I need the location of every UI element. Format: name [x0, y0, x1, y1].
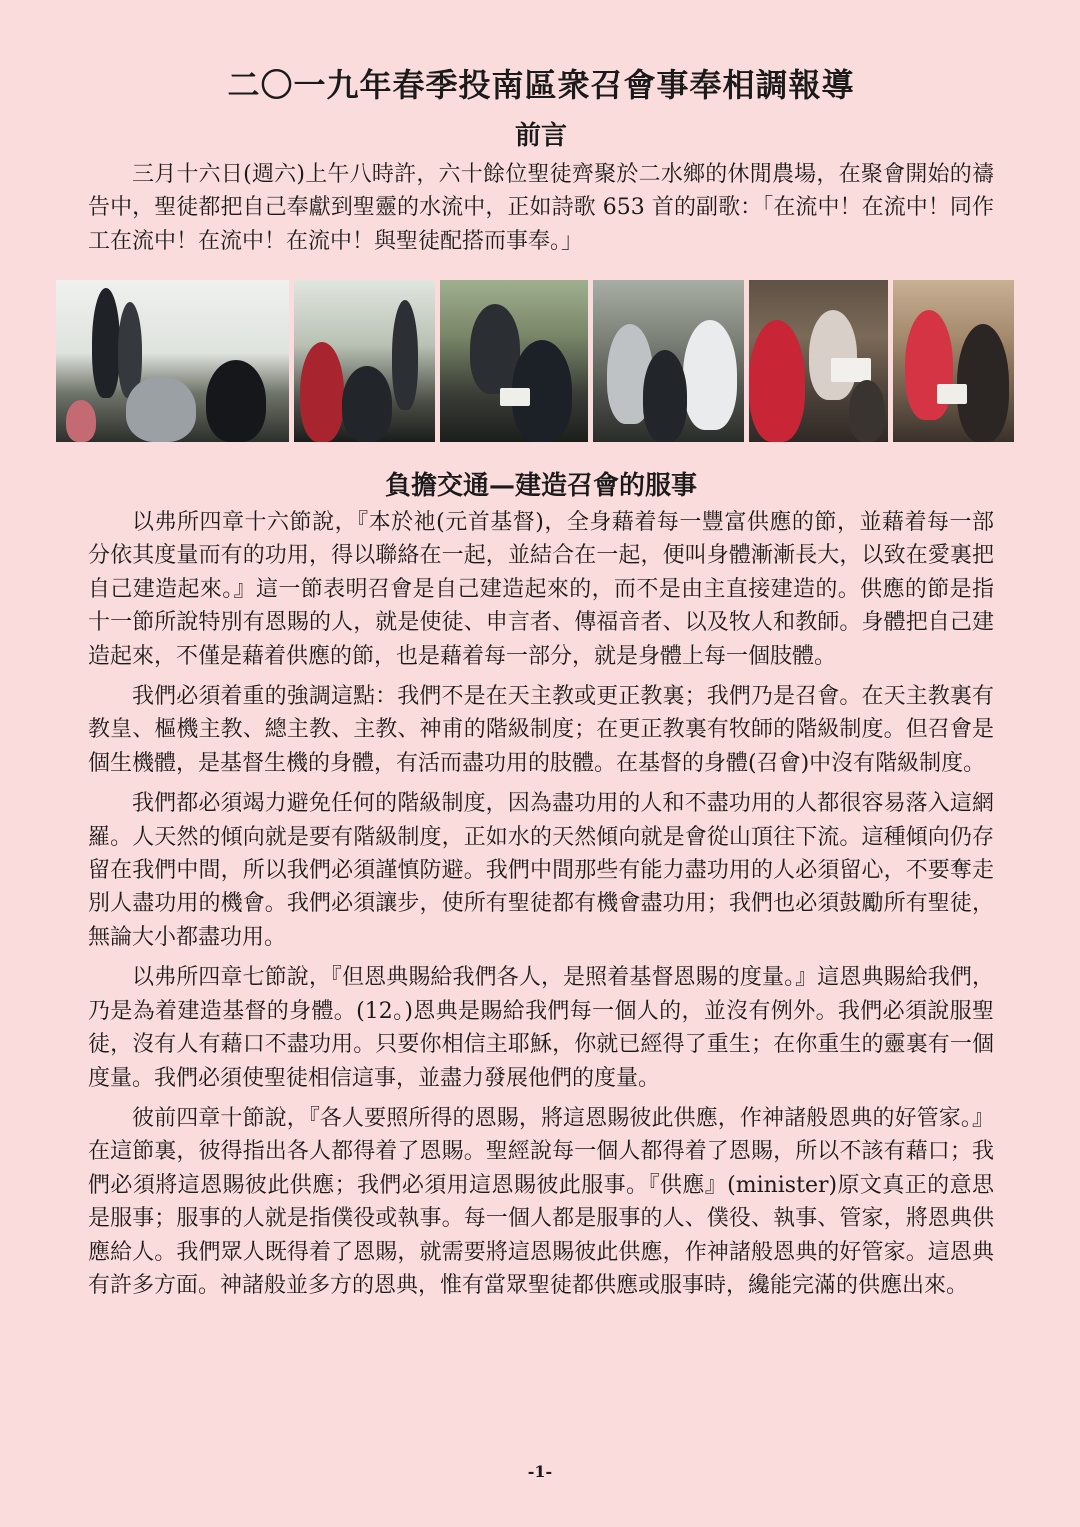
photo-sisters-sharing	[893, 280, 1014, 442]
page-number: -1-	[527, 1462, 553, 1481]
intro-heading: 前言	[514, 121, 567, 151]
ministry-section	[88, 458, 994, 1302]
photo-seated-group	[593, 280, 744, 442]
photo-speaker-standing	[294, 280, 435, 442]
ministry-paragraph: 以弗所四章十六節說，『本於祂(元首基督)，全身藉着每一豐富供應的節，並藉着每一部分依其度量而有的功用，得以聯絡在一起，並結合在一起，便叫身體漸漸長大，以致在愛裏把自己建造起來。』這一節表明召會是自己建造起來的，而不是由主直接建造的。供應的節是指十一節所說特別有恩賜的人，就是使徒、申言者、傳福音者、以及牧人和教師。身體把自己建造起來，不僅是藉着供應的節，也是藉着每一部分，就是身體上每一個肢體。	[88, 510, 994, 669]
photo-saints-fellowship	[749, 280, 888, 442]
photo-strip	[56, 280, 1024, 442]
ministry-paragraph: 以弗所四章七節說，『但恩典賜給我們各人，是照着基督恩賜的度量。』這恩典賜給我們，乃是為着建造基督的身體。(12。)恩典是賜給我們每一個人的，並沒有例外。我們必須說服聖徒，沒有人有藉口不盡功用。只要你相信主耶穌，你就已經得了重生；在你重生的靈裏有一個度量。我們必須使聖徒相信這事，並盡力發展他們的度量。	[88, 965, 994, 1091]
ministry-heading: 負擔交通—建造召會的服事	[384, 471, 697, 501]
document-title: 二〇一九年春季投南區衆召會事奉相調報導	[227, 66, 855, 104]
ministry-paragraph: 彼前四章十節說，『各人要照所得的恩賜，將這恩賜彼此供應，作神諸般恩典的好管家。』在這節裏，彼得指出各人都得着了恩賜。聖經說每一個人都得着了恩賜，所以不該有藉口；我們必須將這恩賜彼此供應；我們必須用這恩賜彼此服事。『供應』(minister)原文真正的意思是服事；服事的人就是指僕役或執事。每一個人都是服事的人、僕役、執事、管家，將恩典供應給人。我們眾人既得着了恩賜，就需要將這恩賜彼此供應，作神諸般恩典的好管家。這恩典有許多方面。神諸般並多方的恩典，惟有當眾聖徒都供應或服事時，纔能完滿的供應出來。	[88, 1105, 994, 1298]
intro-section	[88, 62, 994, 258]
photo-saints-reading	[440, 280, 588, 442]
ministry-paragraph: 我們必須着重的強調這點：我們不是在天主教或更正教裏；我們乃是召會。在天主教裏有教皇、樞機主教、總主教、主教、神甫的階級制度；在更正教裏有牧師的階級制度。但召會是個生機體，是基督生機的身體，有活而盡功用的肢體。在基督的身體(召會)中沒有階級制度。	[88, 684, 994, 776]
photo-meeting-speaker	[56, 280, 289, 442]
ministry-paragraph: 我們都必須竭力避免任何的階級制度，因為盡功用的人和不盡功用的人都很容易落入這網羅。人天然的傾向就是要有階級制度，正如水的天然傾向就是會從山頂往下流。這種傾向仍存留在我們中間，所以我們必須謹慎防避。我們中間那些有能力盡功用的人必須留心，不要奪走別人盡功用的機會。我們必須讓步，使所有聖徒都有機會盡功用；我們也必須鼓勵所有聖徒，無論大小都盡功用。	[88, 791, 994, 950]
intro-paragraph: 三月十六日(週六)上午八時許，六十餘位聖徒齊聚於二水鄉的休閒農場，在聚會開始的禱告中，聖徒都把自己奉獻到聖靈的水流中，正如詩歌 653 首的副歌：「在流中！在流中！同作工在流中！在流中！在流中！與聖徒配搭而事奉。」	[88, 162, 994, 254]
